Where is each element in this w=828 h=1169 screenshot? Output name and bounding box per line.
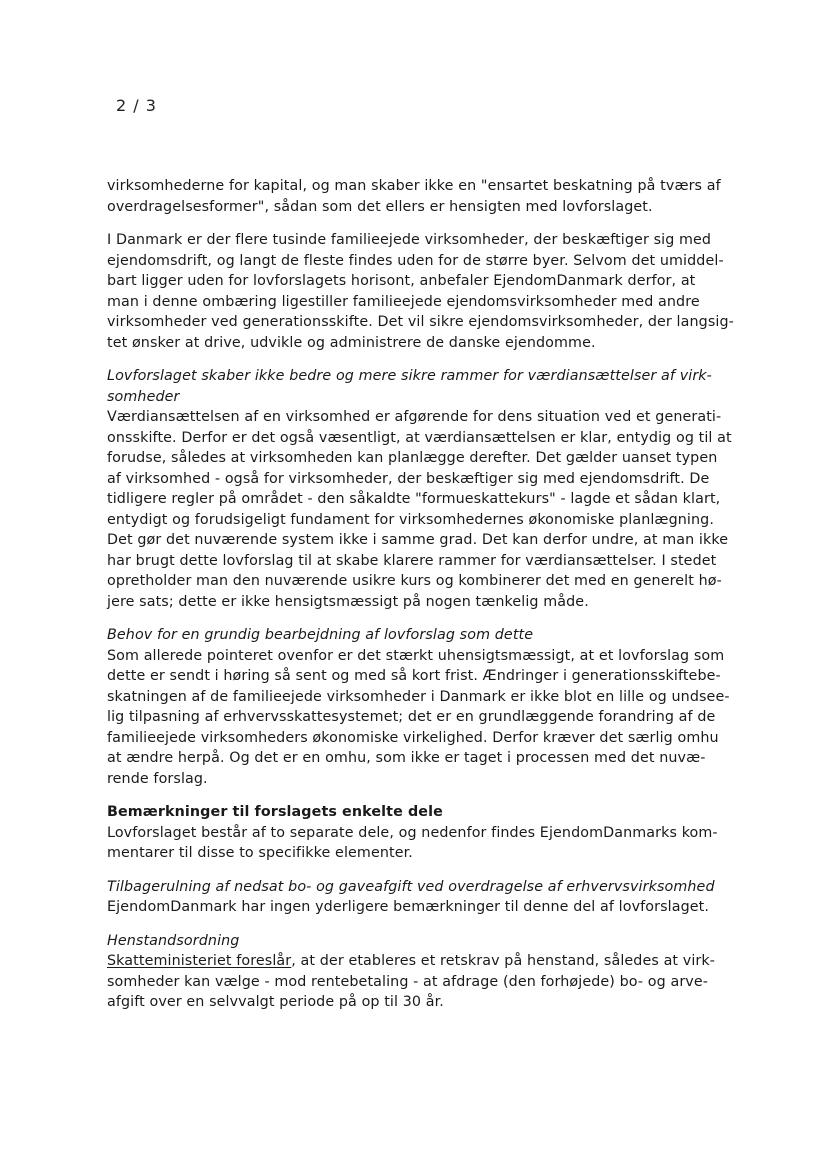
section-rollback <box>107 877 732 918</box>
text-line: virksomheder ved generationsskifte. Det vil sikre ejendomsvirksomheder, der langsig- <box>107 314 734 330</box>
section-heading: Henstandsordning <box>107 932 240 949</box>
text-line: man i denne ombæring ligestiller familieejede ejendomsvirksomheder med andre <box>107 293 700 310</box>
section-deferral <box>107 931 732 1013</box>
text-line: at ændre herpå. Og det er en omhu, som ikke er taget i processen med det nuvæ- <box>107 750 706 766</box>
section-heading: somheder <box>107 388 180 405</box>
text-line: Lovforslaget består af to separate dele, og nedenfor findes EjendomDanmarks kom- <box>107 824 718 841</box>
section-heading: Lovforslaget skaber ikke bedre og mere sikre rammer for værdiansættelser af virk- <box>107 368 712 384</box>
text-line: entydigt og forudsigeligt fundament for virksomhedernes økonomiske planlægning. <box>107 511 714 528</box>
text-line: forudse, således at virksomheden kan planlægge derefter. Det gælder uanset typen <box>107 450 718 466</box>
ministry-link[interactable]: Skatteministeriet foreslår <box>107 953 292 969</box>
section-heading-bold: Bemærkninger til forslagets enkelte dele <box>107 804 443 820</box>
text-line: tet ønsker at drive, udvikle og administrere de danske ejendomme. <box>107 334 596 351</box>
text-line: familieejede virksomheders økonomiske virkelighed. Derfor kræver det særlig omhu <box>107 729 719 746</box>
text-line: jere sats; dette er ikke hensigtsmæssigt på nogen tænkelig måde. <box>107 593 589 610</box>
text-line: har brugt dette lovforslag til at skabe klarere rammer for værdiansættelser. I stedet <box>107 552 717 569</box>
section-remarks <box>107 802 732 864</box>
text-line: lig tilpasning af erhvervsskattesystemet; det er en grundlæggende forandring af de <box>107 709 716 725</box>
text-line: somheder kan vælge - mod rentebetaling - at afdrage (den forhøjede) bo- og arve- <box>107 973 709 990</box>
section-heading: Behov for en grundig bearbejdning af lovforslag som dette <box>107 627 534 643</box>
text-line: overdragelsesformer", sådan som det ellers er hensigten med lovforslaget. <box>107 198 653 215</box>
section-valuation <box>107 366 732 612</box>
paragraph-capital <box>107 176 732 217</box>
text-line: afgift over en selvvalgt periode på op til 30 år. <box>107 994 444 1010</box>
text-line: ejendomsdrift, og langt de fleste findes uden for de større byer. Selvom det umiddel- <box>107 252 724 269</box>
text-line: virksomhederne for kapital, og man skaber ikke en "ensartet beskatning på tværs af <box>107 178 721 194</box>
text-fragment: , at der etableres et retskrav på henstand, således at virk- <box>291 953 716 969</box>
section-heading: Tilbagerulning af nedsat bo- og gaveafgift ved overdragelse af erhvervsvirksomhed <box>107 878 715 895</box>
document-body <box>107 176 732 1026</box>
paragraph-family-owned <box>107 230 732 353</box>
text-line <box>107 951 732 972</box>
text-line: EjendomDanmark har ingen yderligere bemærkninger til denne del af lovforslaget. <box>107 899 709 915</box>
text-line: Det gør det nuværende system ikke i samme grad. Det kan derfor undre, at man ikke <box>107 532 729 548</box>
text-line: Værdiansættelsen af en virksomhed er afgørende for dens situation ved et generati- <box>107 409 722 425</box>
text-line: tidligere regler på området - den såkaldte "formueskattekurs" - lagde et sådan klart, <box>107 491 721 507</box>
text-line: skatningen af de familieejede virksomheder i Danmark er ikke blot en lille og undsee- <box>107 688 730 705</box>
text-line: rende forslag. <box>107 770 208 787</box>
text-line: bart ligger uden for lovforslagets horisont, anbefaler EjendomDanmark derfor, at <box>107 273 696 289</box>
section-thorough-processing <box>107 625 732 789</box>
text-line: opretholder man den nuværende usikre kurs og kombinerer det med en generelt hø- <box>107 573 722 589</box>
text-line: onsskifte. Derfor er det også væsentligt, at værdiansættelsen er klar, entydig og til at <box>107 429 732 446</box>
text-line: I Danmark er der flere tusinde familieejede virksomheder, der beskæftiger sig med <box>107 232 712 248</box>
text-line: af virksomhed - også for virksomheder, der beskæftiger sig med ejendomsdrift. De <box>107 470 710 487</box>
text-line: dette er sendt i høring så sent og med så kort frist. Ændringer i generationsskiftebe- <box>107 668 721 684</box>
text-line: Som allerede pointeret ovenfor er det stærkt uhensigtsmæssigt, at et lovforslag som <box>107 647 725 664</box>
page-number: 2 / 3 <box>116 96 157 115</box>
text-line: mentarer til disse to specifikke elementer. <box>107 845 413 861</box>
